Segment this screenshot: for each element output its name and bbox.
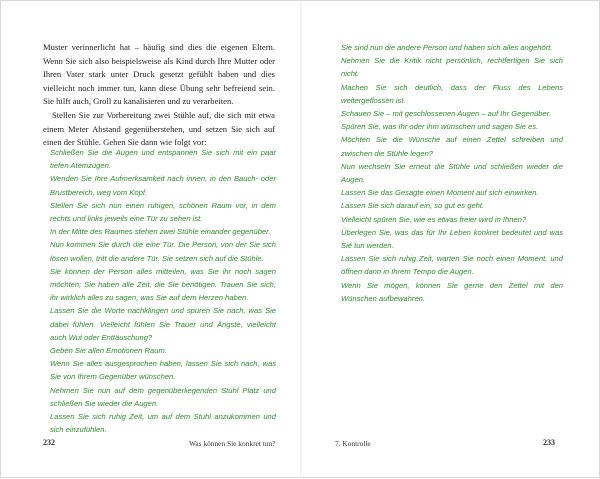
page-number-right: 233 [543, 438, 555, 447]
exercise-step: Möchten Sie die Wünsche auf einen Zettel schreiben und zwischen die Stühle legen? [341, 135, 563, 158]
exercise-step: Sie sind nun die andere Person und haben sich alles angehört. [341, 43, 553, 52]
exercise-step: Lassen Sie sich ruhig Zeit, warten Sie noch einen Moment, und öffnen dann in Ihrem Tempo die Augen. [341, 254, 563, 277]
exercise-step: Geben Sie allen Emotionen Raum. [50, 346, 167, 356]
left-page [1, 1, 301, 479]
exercise-step: Spüren Sie, was Ihr oder ihm wünschen und sagen Sie es. [341, 122, 539, 132]
right-exercise-block [341, 41, 563, 305]
left-body-text [43, 41, 275, 150]
exercise-step: Sie können der Person alles mitteilen, was Sie ihr noch sagen möchten; Sie haben alle Zeit, die Sie benötigen. Trauen Sie sich, ihr wirklich alles zu sagen, was Sie auf dem Herzen haben. [50, 266, 276, 303]
exercise-step: Wenn Sie alles ausgesprochen haben, lassen Sie sich nach, was Sie von Ihrem Gegenüber wünschen. [50, 359, 276, 382]
exercise-step: Nun wechseln Sie erneut die Stühle und schließen wieder die Augen. [341, 161, 563, 185]
exercise-step: Vielleicht spüren Sie, wie es etwas freier wird in Ihnen? [341, 214, 527, 224]
exercise-step: Wenn Sie mögen, können Sie gerne den Zettel mit den Wünschen aufbewahren. [341, 280, 563, 303]
running-head-left: Was können Sie konkret tun? [189, 439, 276, 448]
running-head-right: 7. Kontrolle [335, 439, 371, 448]
exercise-step: Schließen Sie die Augen und entspannen Sie sich mit ein paar tiefen Atemzügen. [50, 148, 276, 171]
exercise-step: Schauen Sie – mit geschlossenen Augen – auf Ihr Gegenüber. [341, 109, 552, 119]
exercise-step: Lassen Sie das Gesagte einen Moment auf sich einwirken. [341, 188, 539, 198]
exercise-step: Nehmen Sie nun auf dem gegenüberliegenden Stuhl Platz und schließen Sie wieder die Augen. [50, 385, 276, 408]
body-paragraph: Muster verinnerlicht hat – häufig sind dies die eigenen Eltern. Wenn Sie sich also beispielsweise als Kind durch Ihre Mutter oder Ihren Vater stark unter Druck gesetzt gefühlt haben und dies vielleicht noch immer tun, kann diese Übung sehr befreiend sein. Sie hilft auch, Groll zu kanalisieren und zu verarbeiten. [43, 42, 275, 107]
exercise-step: Stellen Sie sich nun einen ruhigen, schönen Raum vor, in dem rechts und links jeweils eine Tür zu sehen ist. [50, 200, 276, 224]
exercise-step: Nun kommen Sie durch die eine Tür. Die Person, von der Sie sich lösen wollen, tritt die andere Tür. Sie setzen sich auf die Stühle. [50, 240, 276, 263]
exercise-step: In der Mitte des Raumes stehen zwei Stühle einander gegenüber. [50, 227, 271, 237]
body-paragraph: Stellen Sie zur Vorbereitung zwei Stühle auf, die sich mit etwa einem Meter Abstand gegenüberstehen, und setzen Sie sich auf einen der Stühle. Gehen Sie dann wie folgt vor: [43, 109, 275, 148]
left-exercise-block [50, 146, 276, 436]
exercise-step: Lassen Sie sich ruhig Zeit, um auf dem Stuhl anzukommen und sich einzufühlen. [50, 412, 276, 435]
exercise-step: Lassen Sie die Worte nachklingen und spüren Sie nach, was Sie dabei fühlen. Vielleicht fühlen Sie Trauer und Ängste, vielleicht auch Wut oder Enttäuschung? [50, 306, 276, 342]
exercise-step: Lassen Sie sich darauf ein, so gut es geht. [341, 201, 485, 211]
exercise-step: Machen Sie sich deutlich, dass der Fluss des Lebens weitergeflossen ist. [341, 82, 563, 105]
exercise-step: Nehmen Sie die Kritik nicht persönlich, rechtfertigen Sie sich nicht. [341, 56, 563, 79]
page-number-left: 232 [43, 438, 55, 447]
exercise-step: Wenden Sie Ihre Aufmerksamkeit nach innen, in den Bauch- oder Brustbereich, weg vom Kopf. [50, 174, 276, 197]
exercise-step: Überlegen Sie, was das für Ihr Leben konkret bedeutet und was Sie tun werden. [341, 227, 563, 251]
